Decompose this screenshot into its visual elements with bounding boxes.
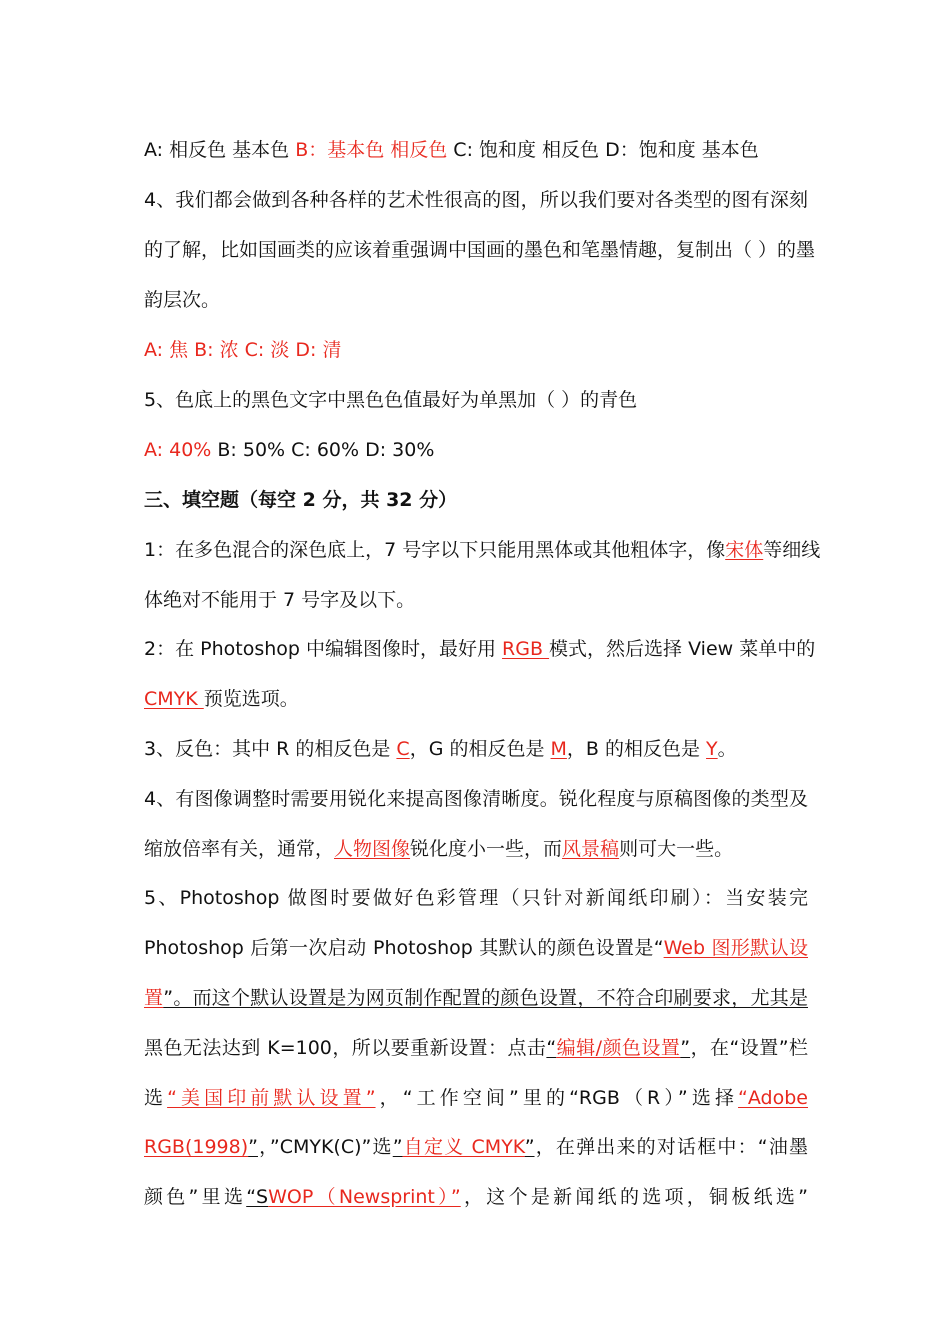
question-text: 3、反色：其中 R 的相反色是 [144, 738, 397, 760]
question-text: ” [524, 1136, 535, 1158]
text-line [144, 187, 808, 213]
answer-text: 宋体 [725, 539, 764, 561]
answer-text: CMYK [144, 688, 204, 710]
text-line [144, 137, 808, 163]
answer-text: A: 40% [144, 439, 212, 461]
text-line [144, 935, 808, 961]
text-line [144, 537, 821, 563]
question-text: ” [248, 1136, 258, 1158]
question-text: 预览选项。 [203, 688, 299, 710]
text-line [144, 587, 808, 613]
question-text: ” [680, 1037, 691, 1059]
question-text: A: 相反色 基本色 [144, 139, 296, 161]
answer-text: 自定义 CMYK [402, 1136, 525, 1158]
question-text: 1：在多色混合的深色底上，7 号字以下只能用黑体或其他粗体字，像 [144, 539, 726, 561]
text-line [144, 387, 808, 413]
question-text: 2：在 Photoshop 中编辑图像时，最好用 [144, 638, 503, 660]
question-text: 三、填空题（每空 2 分，共 32 分） [144, 489, 458, 511]
text-line [144, 337, 808, 363]
question-text: 4、我们都会做到各种各样的艺术性很高的图，所以我们要对各类型的图有深刻 [144, 189, 808, 211]
question-text: 选 [144, 1087, 168, 1109]
answer-text: A: 焦 B: 浓 C: 淡 D: 清 [144, 339, 342, 361]
text-line [144, 885, 808, 911]
question-text: ，在“设置”栏 [690, 1037, 809, 1059]
answer-text: M [550, 738, 567, 760]
text-line [144, 985, 808, 1011]
text-line [144, 686, 808, 712]
question-text: ，B 的相反色是 [566, 738, 707, 760]
answer-text: 风景稿 [562, 838, 620, 860]
question-text: 颜色”里选 [144, 1186, 247, 1208]
section-heading [144, 487, 808, 513]
answer-text: RGB(1998) [144, 1136, 249, 1158]
question-text: 的了解，比如国画类的应该着重强调中国画的墨色和笔墨情趣，复制出（ ）的墨 [144, 239, 816, 261]
question-text: ，在弹出来的对话框中：“油墨 [534, 1136, 808, 1158]
question-text: 4、有图像调整时需要用锐化来提高图像清晰度。锐化程度与原稿图像的类型及 [144, 788, 808, 810]
text-line [144, 287, 808, 313]
question-text: C: 饱和度 相反色 D：饱和度 基本色 [447, 139, 759, 161]
question-text: ”。而这个默认设置是为网页制作配置的颜色设置，不符合印刷要求，尤其是 [163, 987, 808, 1009]
question-text: ” [392, 1136, 403, 1158]
answer-text: “美国印前默认设置” [167, 1087, 376, 1109]
text-line [144, 786, 808, 812]
question-text: ，G 的相反色是 [409, 738, 551, 760]
question-text: “ [546, 1037, 557, 1059]
text-line [144, 836, 808, 862]
question-text: B: 50% C: 60% D: 30% [211, 439, 435, 461]
answer-text: WOP（Newsprint）” [268, 1186, 461, 1208]
question-text: 等细线 [763, 539, 821, 561]
text-line [144, 1085, 808, 1111]
text-line [144, 736, 808, 762]
question-text: 韵层次。 [144, 289, 221, 311]
answer-text: 编辑/颜色设置 [556, 1037, 681, 1059]
answer-text: B：基本色 相反色 [295, 139, 448, 161]
text-line [144, 1035, 808, 1061]
text-line [144, 1184, 808, 1210]
question-text: 体绝对不能用于 7 号字及以下。 [144, 589, 416, 611]
question-text: 缩放倍率有关，通常， [144, 838, 335, 860]
text-line [144, 1134, 808, 1160]
answer-text: 人物图像 [334, 838, 411, 860]
text-line [144, 237, 816, 263]
answer-text: Web 图形默认设 [663, 937, 808, 959]
text-line [144, 636, 816, 662]
question-text: 5、Photoshop 做图时要做好色彩管理（只针对新闻纸印刷）：当安装完 [144, 887, 808, 909]
question-text: 5、色底上的黑色文字中黑色色值最好为单黑加（ ）的青色 [144, 389, 638, 411]
question-text: 模式，然后选择 View 菜单中的 [549, 638, 816, 660]
answer-text: Y [706, 738, 718, 760]
answer-text: 置 [144, 987, 164, 1009]
question-text: “S [246, 1186, 269, 1208]
question-text: ，这个是新闻纸的选项，铜板纸选” [460, 1186, 808, 1208]
question-text: 锐化度小一些，而 [410, 838, 563, 860]
answer-text: “Adobe [738, 1087, 808, 1109]
question-text: 黑色无法达到 K=100，所以要重新设置：点击 [144, 1037, 547, 1059]
question-text: 。 [717, 738, 737, 760]
question-text: ，”CMYK(C)”选 [257, 1136, 393, 1158]
question-text: 则可大一些。 [619, 838, 734, 860]
question-text: ，“工作空间”里的“RGB（R）”选择 [375, 1087, 739, 1109]
question-text: Photoshop 后第一次启动 Photoshop 其默认的颜色设置是“ [144, 937, 664, 959]
answer-text: RGB [502, 638, 550, 660]
text-line [144, 437, 808, 463]
answer-text: C [396, 738, 410, 760]
